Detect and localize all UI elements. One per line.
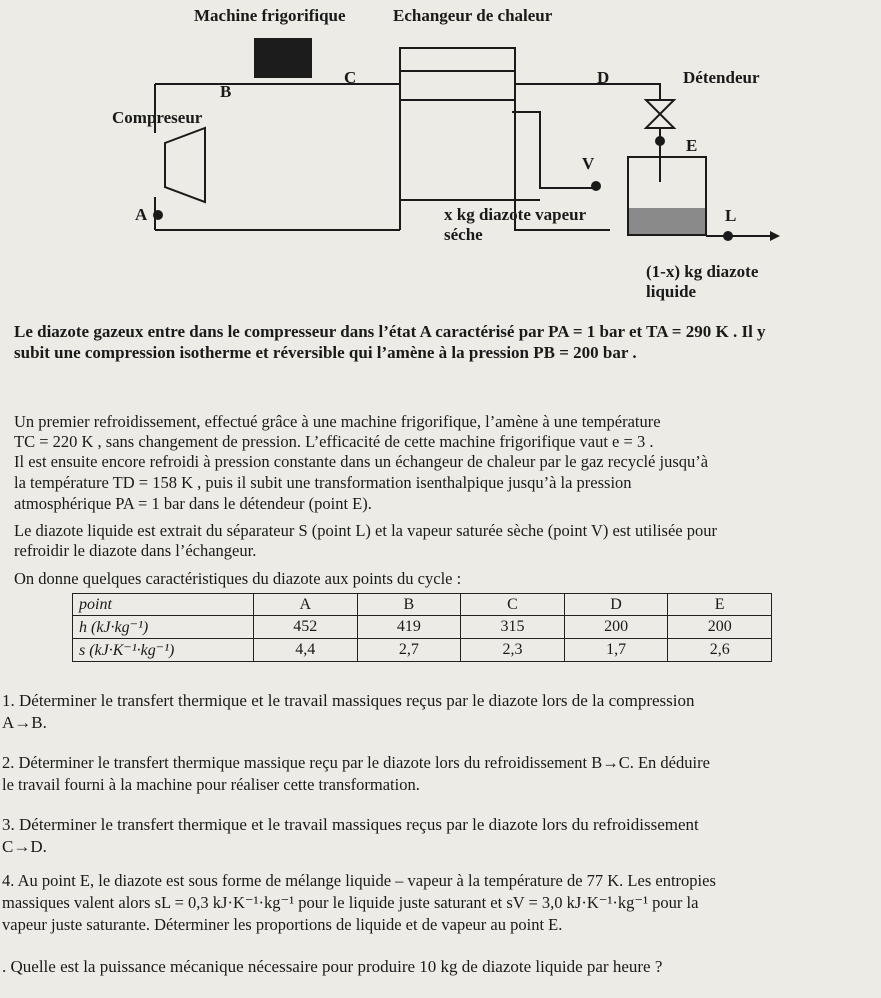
table-header-cell: A (254, 594, 358, 616)
question-4-line-1: 4. Au point E, le diazote est sous forme de mélange liquide – vapeur à la température de 77 K. Les entropies (2, 871, 716, 890)
para-line-8: On donne quelques caractéristiques du diazote aux points du cycle : (14, 569, 462, 588)
table-header-cell: E (668, 594, 772, 616)
table-cell: 2,3 (461, 639, 565, 662)
table-cell: 4,4 (254, 639, 358, 662)
label-echangeur: Echangeur de chaleur (393, 6, 553, 25)
table-cell: 2,7 (357, 639, 461, 662)
question-4-line-3: vapeur juste saturante. Déterminer les proportions de liquide et de vapeur au point E. (2, 915, 563, 934)
question-2-line-2: le travail fourni à la machine pour réaliser cette transformation. (2, 775, 420, 794)
table-row (73, 639, 772, 662)
point-V-dot (591, 181, 601, 191)
para-line-5: atmosphérique PA = 1 bar dans le détendeur (point E). (14, 494, 372, 513)
table-cell: s (kJ·K⁻¹·kg⁻¹) (73, 639, 254, 662)
para-line-1: Un premier refroidissement, effectué grâce à une machine frigorifique, l’amène à une température (14, 412, 661, 431)
question-3-line-2: C→D. (2, 837, 47, 856)
table-header-cell: B (357, 594, 461, 616)
question-3-line-1: 3. Déterminer le transfert thermique et le travail massiques reçus par le diazote lors du refroidissement (2, 815, 699, 834)
label-detendeur: Détendeur (683, 68, 760, 87)
intro-line-2: subit une compression isotherme et réversible qui l’amène à la pression PB = 200 bar . (14, 343, 637, 362)
question-1-line-1: 1. Déterminer le transfert thermique et le travail massiques reçus par le diazote lors de la compression (2, 691, 695, 710)
point-L-dot (723, 231, 733, 241)
question-4-line-2: massiques valent alors sL = 0,3 kJ·K⁻¹·kg⁻¹ pour le liquide juste saturant et sV = 3,0 kJ·K⁻¹·kg⁻¹ pour la (2, 893, 699, 912)
label-liquid-1: (1-x) kg diazote (646, 262, 759, 281)
label-B: B (220, 82, 232, 101)
arrow-head-icon (770, 231, 780, 241)
point-E-dot (655, 136, 665, 146)
label-V: V (582, 154, 595, 173)
question-2-line-1: 2. Déterminer le transfert thermique massique reçu par le diazote lors du refroidissement B→C. En déduire (2, 753, 710, 772)
table-cell: 1,7 (564, 639, 668, 662)
table-cell: 452 (254, 616, 358, 639)
para-line-6: Le diazote liquide est extrait du séparateur S (point L) et la vapeur saturée sèche (point V) est utilisée pour (14, 521, 717, 540)
table-header-cell: D (564, 594, 668, 616)
label-E: E (686, 136, 698, 155)
label-L: L (725, 206, 737, 225)
label-liquid-2: liquide (646, 282, 697, 301)
question-1-line-2: A→B. (2, 713, 47, 732)
intro-line-1: Le diazote gazeux entre dans le compresseur dans l’état A caractérisé par PA = 1 bar et TA = 290 K . Il y (14, 322, 766, 341)
table-header-row (73, 594, 772, 616)
machine-frigorifique-block (254, 38, 312, 78)
label-machine-frigorifique: Machine frigorifique (194, 6, 346, 25)
point-A-dot (153, 210, 163, 220)
para-line-7: refroidir le diazote dans l’échangeur. (14, 541, 257, 560)
label-C: C (344, 68, 357, 87)
para-line-4: la température TD = 158 K , puis il subit une transformation isenthalpique jusqu’à la pression (14, 473, 632, 492)
cycle-schematic (0, 0, 881, 300)
table-header-cell: point (73, 594, 254, 616)
para-line-2: TC = 220 K , sans changement de pression. L’efficacité de cette machine frigorifique vaut e = 3 . (14, 432, 654, 451)
para-line-3: Il est ensuite encore refroidi à pression constante dans un échangeur de chaleur par le gaz recyclé jusqu’à (14, 452, 709, 471)
label-compresseur: Compreseur (112, 108, 203, 127)
label-vapour-2: séche (444, 225, 483, 244)
table-cell: 200 (668, 616, 772, 639)
question-5-line-1: . Quelle est la puissance mécanique nécessaire pour produire 10 kg de diazote liquide par heure ? (2, 957, 663, 976)
table-cell: 315 (461, 616, 565, 639)
table-cell: 2,6 (668, 639, 772, 662)
properties-table (72, 593, 772, 662)
table-cell: 419 (357, 616, 461, 639)
table-row (73, 616, 772, 639)
table-header-cell: C (461, 594, 565, 616)
label-D: D (597, 68, 610, 87)
label-A: A (135, 205, 148, 224)
table-cell: h (kJ·kg⁻¹) (73, 616, 254, 639)
table-cell: 200 (564, 616, 668, 639)
label-vapour-1: x kg diazote vapeur (444, 205, 587, 224)
separator-liquid (629, 208, 705, 234)
